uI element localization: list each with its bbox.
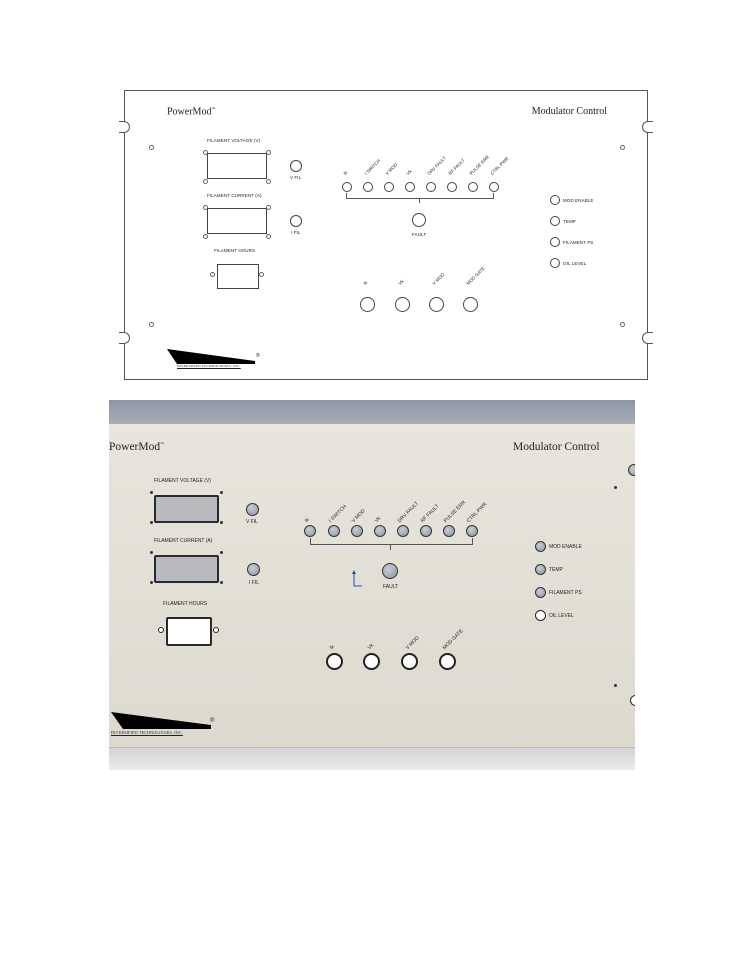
ifil-adjust[interactable]	[247, 563, 260, 576]
monitor-jack[interactable]	[363, 653, 380, 670]
mount-notch	[642, 332, 653, 344]
status-label: MOD ENABLE	[563, 198, 594, 203]
screw	[620, 145, 625, 150]
fault-led	[489, 182, 499, 192]
vfil-label: V FIL	[290, 175, 302, 180]
jack-label: Ik	[328, 644, 336, 651]
filament-voltage-label: FILAMENT VOLTAGE (V)	[154, 478, 211, 484]
screw	[266, 179, 271, 184]
status-label: OIL LEVEL	[563, 261, 587, 266]
screw	[220, 491, 223, 494]
jack-label: Vk	[366, 642, 376, 651]
fault-label: I SWITCH	[363, 158, 382, 176]
screw	[220, 551, 223, 554]
screw	[150, 521, 153, 524]
bracket-line	[390, 544, 391, 550]
screw	[259, 272, 264, 277]
edge-knob	[630, 695, 635, 706]
filament-current-label: FILAMENT CURRENT (A)	[207, 193, 262, 198]
filament-voltage-display	[154, 495, 219, 523]
screw	[266, 234, 271, 239]
fault-label: PULSE ERR	[442, 499, 468, 524]
screw	[210, 272, 215, 277]
screw	[203, 234, 208, 239]
monitor-jack[interactable]	[395, 297, 410, 312]
screw	[220, 521, 223, 524]
panel-title: Modulator Control	[513, 441, 600, 453]
fault-led	[405, 182, 415, 192]
fault-label: DRV FAULT	[426, 155, 448, 176]
status-label: TEMP	[563, 219, 576, 224]
vfil-adjust[interactable]	[290, 160, 302, 172]
fault-led	[304, 525, 316, 537]
status-label: FILAMENT PS	[563, 240, 594, 245]
status-label: MOD ENABLE	[549, 544, 582, 550]
bracket-line	[346, 198, 494, 199]
rack-top-bar	[109, 400, 635, 424]
status-led	[535, 564, 546, 575]
fault-label: DRV FAULT	[396, 500, 421, 524]
panel-title: Modulator Control	[531, 106, 607, 117]
screw	[150, 491, 153, 494]
panel-drawing	[124, 90, 648, 380]
brand-name: PowerMod™	[109, 441, 165, 453]
jack-label: V MOD	[431, 272, 446, 286]
fault-led	[384, 182, 394, 192]
fault-button-label: FAULT	[383, 584, 399, 590]
status-led	[550, 258, 560, 268]
fault-led	[342, 182, 352, 192]
fault-led	[420, 525, 432, 537]
fault-label: CTRL PWR	[489, 155, 510, 176]
registered-mark: ®	[210, 718, 215, 724]
screw	[614, 684, 617, 687]
fault-label: Ik	[303, 517, 311, 524]
fault-label: PULSE ERR	[468, 154, 491, 176]
fault-reset-button[interactable]	[412, 213, 426, 227]
fault-led	[374, 525, 386, 537]
status-led	[535, 541, 546, 552]
fault-label: V MOD	[350, 508, 367, 524]
panel-render	[109, 400, 635, 770]
jack-label: V MOD	[404, 635, 421, 651]
mount-notch	[119, 332, 130, 344]
status-led	[550, 216, 560, 226]
status-led	[535, 587, 546, 598]
fault-led	[468, 182, 478, 192]
fault-label: I SWITCH	[327, 503, 348, 524]
fault-led	[443, 525, 455, 537]
company-name: DIVERSIFIED TECHNOLOGIES, INC.	[177, 364, 241, 368]
company-logo-icon	[111, 712, 221, 732]
filament-voltage-label: FILAMENT VOLTAGE (V)	[207, 138, 261, 143]
company-name: DIVERSIFIED TECHNOLOGIES, INC.	[111, 730, 183, 735]
ifil-label: I FIL	[249, 580, 260, 586]
filament-hours-display	[217, 264, 259, 289]
jack-label: Vk	[397, 278, 405, 286]
fault-label: Vk	[405, 168, 413, 176]
monitor-jack[interactable]	[429, 297, 444, 312]
fault-label: CTRL PWR	[465, 501, 489, 524]
fault-label: V MOD	[384, 162, 399, 176]
panel-face	[109, 424, 635, 747]
status-label: OIL LEVEL	[549, 613, 574, 619]
status-label: TEMP	[549, 567, 563, 573]
filament-hours-label: FILAMENT HOURS	[163, 601, 208, 607]
filament-hours-display	[166, 617, 212, 646]
brand-name: PowerMod™	[167, 106, 216, 118]
fault-button-label: FAULT	[412, 232, 427, 237]
filament-current-display	[154, 555, 219, 583]
status-led	[550, 195, 560, 205]
filament-current-display	[207, 208, 267, 234]
status-led	[550, 237, 560, 247]
fault-led	[363, 182, 373, 192]
status-label: FILAMENT PS	[549, 590, 582, 596]
jack-label: Ik	[362, 279, 369, 286]
bracket-line	[472, 538, 473, 544]
mount-notch	[642, 121, 653, 133]
screw	[213, 627, 219, 633]
bracket-line	[310, 544, 473, 545]
status-led	[535, 610, 546, 621]
filament-voltage-display	[207, 153, 267, 179]
fault-label: RF FAULT	[447, 157, 466, 176]
fault-led	[466, 525, 478, 537]
mount-notch	[119, 121, 130, 133]
fault-led	[447, 182, 457, 192]
monitor-jack[interactable]	[463, 297, 478, 312]
screw	[220, 581, 223, 584]
screw	[150, 581, 153, 584]
jack-label: MOD GATE	[465, 265, 486, 286]
filament-hours-label: FILAMENT HOURS	[214, 248, 256, 253]
screw	[149, 322, 154, 327]
fault-led	[328, 525, 340, 537]
vfil-label: V FIL	[246, 519, 258, 525]
monitor-jack[interactable]	[439, 653, 456, 670]
registered-mark: ®	[256, 353, 260, 359]
fault-led	[426, 182, 436, 192]
jack-label: MOD GATE	[441, 628, 465, 651]
filament-current-label: FILAMENT CURRENT (A)	[154, 538, 213, 544]
fault-label: RF FAULT	[419, 503, 441, 524]
ifil-adjust[interactable]	[290, 215, 302, 227]
axis-cursor-icon	[351, 570, 363, 588]
fault-led	[351, 525, 363, 537]
monitor-jack[interactable]	[360, 297, 375, 312]
monitor-jack[interactable]	[326, 653, 343, 670]
edge-knob	[628, 464, 635, 476]
bracket-line	[493, 193, 494, 198]
ifil-label: I FIL	[291, 230, 301, 235]
screw	[203, 179, 208, 184]
screw	[158, 627, 164, 633]
screw	[149, 145, 154, 150]
fault-led	[397, 525, 409, 537]
rack-bottom-bar	[109, 747, 635, 770]
fault-reset-button[interactable]	[382, 563, 398, 579]
screw	[614, 486, 617, 489]
monitor-jack[interactable]	[401, 653, 418, 670]
fault-label: Ik	[342, 169, 349, 176]
vfil-adjust[interactable]	[246, 503, 259, 516]
screw	[620, 322, 625, 327]
fault-label: Vk	[373, 515, 383, 524]
screw	[150, 551, 153, 554]
bracket-line	[419, 198, 420, 203]
